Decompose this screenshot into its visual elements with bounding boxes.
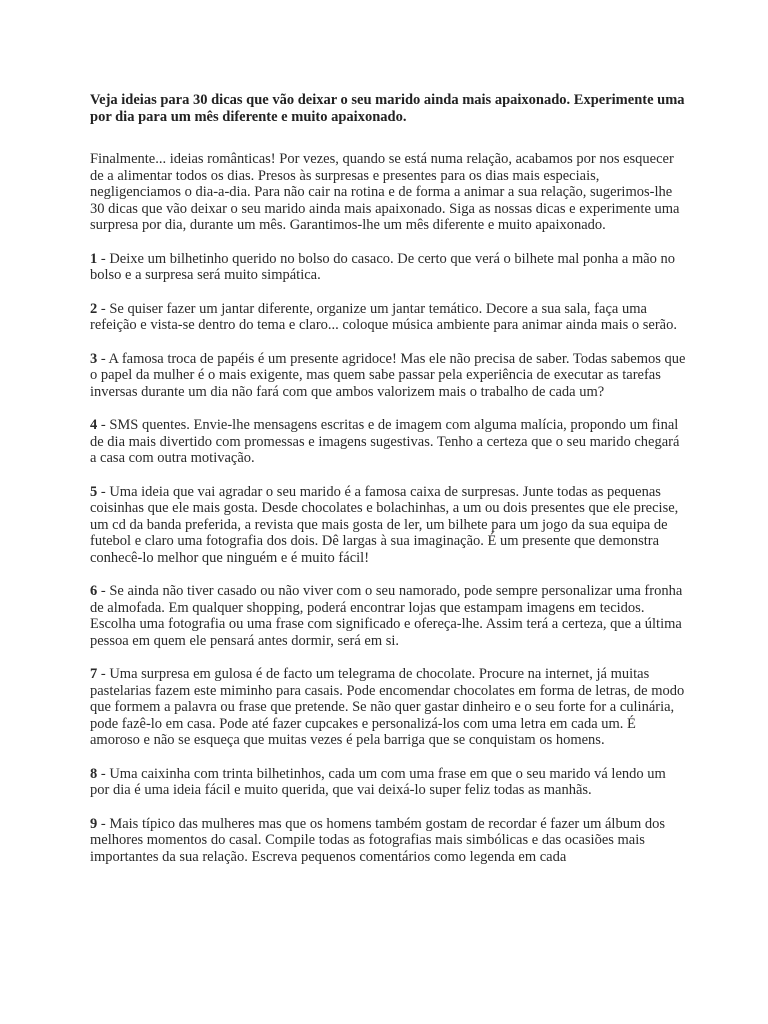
tip-paragraph — [90, 583, 686, 649]
tip-text: - Uma caixinha com trinta bilhetinhos, cada um com uma frase em que o seu marido vá lendo um por dia é uma ideia fácil e muito querida, que vai deixá-lo super feliz todas as manhãs. — [90, 765, 666, 798]
tip-number: 9 — [90, 815, 98, 832]
tip-paragraph — [90, 816, 686, 866]
tip-paragraph — [90, 301, 686, 334]
tip-paragraph — [90, 251, 686, 284]
tip-number: 5 — [90, 483, 98, 500]
tip-text: - Deixe um bilhetinho querido no bolso do casaco. De certo que verá o bilhete mal ponha a mão no bolso e a surpresa será muito simpática. — [90, 250, 676, 283]
tip-paragraph — [90, 766, 686, 799]
tip-paragraph — [90, 484, 686, 567]
tip-number: 3 — [90, 350, 98, 367]
tips-list — [90, 251, 686, 866]
tip-text: - Se quiser fazer um jantar diferente, organize um jantar temático. Decore a sua sala, faça uma refeição e vista-se dentro do tema e claro... coloque música ambiente para animar ainda mais o serão. — [90, 300, 677, 333]
tip-paragraph — [90, 417, 686, 467]
tip-text: - A famosa troca de papéis é um presente agridoce! Mas ele não precisa de saber. Todas sabemos que o papel da mulher é o mais exigente, mas quem sabe passar pela experiência de executar as tarefas inversas durante um dia não fará com que ambos valorizem mais o trabalho de cada um? — [90, 350, 686, 400]
tip-number: 4 — [90, 417, 98, 433]
tip-text: - SMS quentes. Envie-lhe mensagens escritas e de imagem com alguma malícia, propondo um final de dia mais divertido com promessas e imagens sugestivas. Tenho a certeza que o seu marido chegará a casa com outra motivação. — [90, 417, 680, 466]
tip-text: - Mais típico das mulheres mas que os homens também gostam de recordar é fazer um álbum dos melhores momentos do casal. Compile todas as fotografias mais simbólicas e das ocasiões mais importantes da sua relação. Escreva pequenos comentários como legenda em cada — [90, 815, 666, 865]
tip-text: - Uma ideia que vai agradar o seu marido é a famosa caixa de surpresas. Junte todas as pequenas coisinhas que ele mais gosta. Desde chocolates e bolachinhas, a um ou dois presentes que ele precise, um cd da banda preferida, a revista que mais gosta de ler, um bilhete para um jogo da sua equipa de futebol e claro uma fotografia dos dois. Dê largas à sua imaginação. É um presente que demonstra conhecê-lo melhor que ninguém e é muito fácil! — [90, 483, 679, 566]
tip-number: 7 — [90, 666, 98, 682]
tip-text: - Se ainda não tiver casado ou não viver com o seu namorado, pode sempre personalizar uma fronha de almofada. Em qualquer shopping, poderá encontrar lojas que estampam imagens em tecidos. Escolha uma fotografia ou uma frase com significado e ofereça-lhe. Assim terá a certeza, que a última pessoa em quem ele pensará antes dormir, será em si. — [90, 583, 683, 649]
document-title: Veja ideias para 30 dicas que vão deixar o seu marido ainda mais apaixonado. Experimente uma por dia para um mês diferente e muito apaixonado. — [90, 92, 685, 125]
tip-number: 1 — [90, 250, 98, 267]
intro-paragraph: Finalmente... ideias românticas! Por vezes, quando se está numa relação, acabamos por nos esquecer de a alimentar todos os dias. Presos às surpresas e presentes para os dias mais especiais, negligenciamos o dia-a-dia. Para não cair na rotina e de forma a animar a sua relação, sugerimos-lhe 30 dicas que vão deixar o seu marido ainda mais apaixonado. Siga as nossas dicas e experimente uma surpresa por dia, durante um mês. Garantimos-lhe um mês diferente e muito apaixonado. — [90, 151, 680, 233]
tip-number: 6 — [90, 583, 98, 599]
tip-paragraph — [90, 666, 686, 749]
tip-paragraph — [90, 351, 686, 401]
tip-number: 2 — [90, 300, 98, 317]
document-page — [90, 92, 686, 882]
tip-number: 8 — [90, 765, 98, 782]
tip-text: - Uma surpresa em gulosa é de facto um telegrama de chocolate. Procure na internet, já muitas pastelarias fazem este miminho para casais. Pode encomendar chocolates em forma de letras, de modo que formem a palavra ou frase que pretende. Se não quer gastar dinheiro e o seu forte for a culinária, pode fazê-lo em casa. Pode até fazer cupcakes e personalizá-los com uma letra em cada um. É amoroso e não se esqueça que muitas vezes é pela barriga que se conquistam os homens. — [90, 666, 685, 748]
